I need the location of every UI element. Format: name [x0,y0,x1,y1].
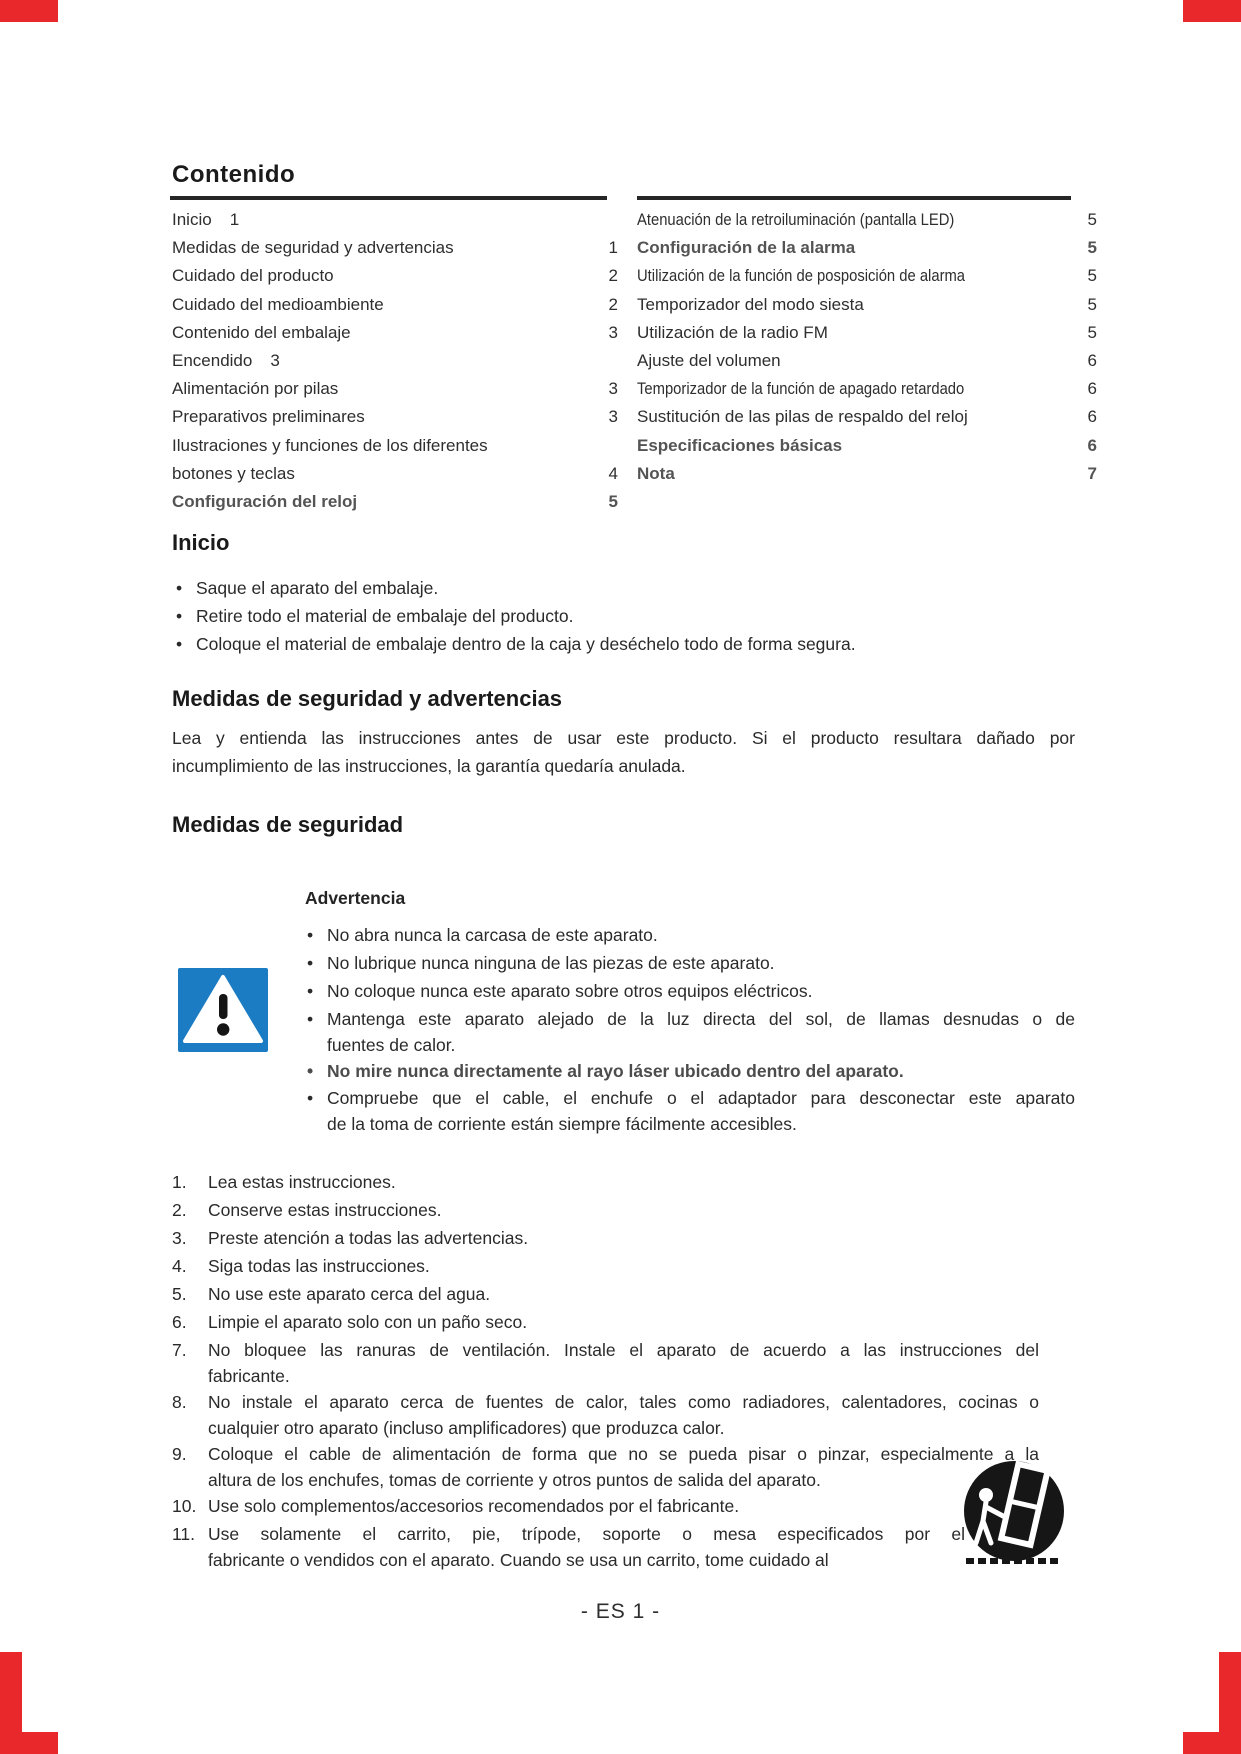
bullet-item [305,1007,1075,1058]
toc-item-label: Preparativos preliminares [172,407,365,427]
list-item [172,1170,1039,1196]
toc-column-left [172,206,618,516]
bullet-line: • Mantenga este aparato alejado de la luz directa del sol, de llamas desnudas o de [327,1009,1075,1029]
corner-mark-top-right [1183,0,1241,22]
toc-item-page: 5 [1087,266,1097,286]
toc-item-page: 1 [229,210,240,229]
toc-row [172,488,618,516]
toc-item-page: 6 [1087,379,1097,399]
bullet-line: de la toma de corriente están siempre fácilmente accesibles. [327,1113,797,1134]
toc-item-page: 5 [1087,294,1097,314]
item-line: Conserve estas instrucciones. [208,1200,442,1220]
toc-item-label: botones y teclas [172,463,295,483]
item-number: 7. [172,1340,187,1360]
toc-item-page: 2 [608,266,618,286]
item-line: Use solo complementos/accesorios recomendados por el fabricante. [208,1496,740,1516]
bullet-item [305,951,1075,977]
toc-row [637,432,1097,460]
page-footer: - ES 1 - [580,1600,661,1623]
section-title-medidas-seguridad: Medidas de seguridad [172,812,404,837]
toc-item-page: 3 [608,407,618,427]
toc-item-label: Cuidado del medioambiente [172,294,384,314]
toc-row [637,234,1097,262]
toc-row [172,347,590,375]
toc-row [637,460,1097,488]
toc-title: Contenido [172,161,296,188]
toc-item-page: 5 [1087,238,1097,258]
item-line: No use este aparato cerca del agua. [208,1284,491,1304]
toc-item-page: 5 [1087,322,1097,342]
bullet-line: • No mire nunca directamente al rayo láser ubicado dentro del aparato. [327,1061,904,1081]
toc-row [172,460,618,488]
bullet-line: • No coloque nunca este aparato sobre otros equipos eléctricos. [327,981,813,1001]
toc-item-label: Temporizador de la función de apagado retardado [637,379,965,399]
item-number: 9. [172,1444,187,1464]
toc-item-label: Configuración de la alarma [637,238,856,258]
item-number: 10. [172,1496,197,1516]
paragraph-line: incumplimiento de las instrucciones, la garantía quedaría anulada. [172,756,686,776]
warning-label: Advertencia [305,888,406,908]
item-line: Use solamente el carrito, pie, trípode, soporte o mesa especificados por el [208,1524,965,1544]
toc-item-page: 6 [1087,351,1097,371]
corner-mark-bottom-left [0,1652,22,1754]
toc-item-page: 4 [608,463,618,483]
toc-item-page: 6 [1087,407,1097,427]
list-item [172,1390,1039,1442]
bullet-item: • Retire todo el material de embalaje del producto. [174,603,573,629]
paragraph-line: Lea y entienda las instrucciones antes de usar este producto. Si el producto resultara dañado por [172,728,1075,748]
toc-item-label: Utilización de la radio FM [637,322,828,342]
toc-right-column-rule [637,196,1071,200]
toc-item-label: Nota [637,463,675,483]
toc-item-label: Inicio [172,210,212,229]
bullet-item [305,1059,1075,1085]
toc-item-page: 3 [270,351,280,371]
toc-row [172,403,618,431]
toc-row [172,375,618,403]
item-line: cualquier otro aparato (incluso amplificadores) que produzca calor. [208,1417,725,1438]
bullet-item [305,923,1075,949]
toc-item-page: 3 [608,379,618,399]
list-item [172,1282,1039,1308]
toc-item-page: 2 [608,294,618,314]
item-line: Limpie el aparato solo con un paño seco. [208,1312,528,1332]
item-number: 1. [172,1172,187,1192]
toc-item-label: Ilustraciones y funciones de los diferentes [172,435,488,455]
item-line: fabricante. [208,1365,290,1386]
bullet-line: • No abra nunca la carcasa de este aparato. [327,925,658,945]
cart-tipping-warning-icon [956,1461,1072,1569]
item-number: 8. [172,1392,187,1412]
bullet-line: fuentes de calor. [327,1034,456,1055]
toc-item-label: Atenuación de la retroiluminación (pantalla LED) [637,210,955,229]
advertencias-paragraph [172,724,1075,780]
item-number: 3. [172,1228,187,1248]
toc-row [637,403,1097,431]
list-item [172,1442,1039,1494]
toc-row [637,206,1097,234]
item-line: Coloque el cable de alimentación de forma que no se pueda pisar o pinzar, especialmente a la [208,1444,1039,1464]
toc-item-page: 3 [608,322,618,342]
toc-column-right [637,206,1097,488]
item-line: No bloquee las ranuras de ventilación. Instale el aparato de acuerdo a las instrucciones del [208,1340,1039,1360]
section-title-inicio: Inicio [172,530,230,555]
toc-row [172,432,590,460]
list-item [172,1310,1039,1336]
toc-row [172,262,618,290]
item-number: 2. [172,1200,187,1220]
toc-row [172,206,590,234]
bullet-item [305,1086,1075,1137]
corner-mark-bottom-right [1219,1652,1241,1754]
toc-row [172,291,618,319]
item-line: fabricante o vendidos con el aparato. Cuando se usa un carrito, tome cuidado al [208,1549,829,1570]
bullet-item: • Saque el aparato del embalaje. [174,575,438,601]
toc-item-page: 1 [608,238,618,258]
list-item [172,1198,1039,1224]
list-item [172,1254,1039,1280]
item-number: 4. [172,1256,187,1276]
toc-item-label: Medidas de seguridad y advertencias [172,238,454,258]
toc-item-label: Ajuste del volumen [637,351,781,371]
bullet-line: • Compruebe que el cable, el enchufe o el adaptador para desconectar este aparato [327,1088,1075,1108]
toc-item-label: Especificaciones básicas [637,435,843,455]
list-item [172,1522,1039,1574]
toc-item-label: Contenido del embalaje [172,322,351,342]
item-number: 5. [172,1284,187,1304]
toc-item-label: Cuidado del producto [172,266,334,286]
toc-item-label: Alimentación por pilas [172,379,339,399]
corner-mark-top-left [0,0,58,22]
toc-row [637,262,1097,290]
list-item [172,1226,1039,1252]
toc-title-underline [170,196,607,200]
toc-item-label: Temporizador del modo siesta [637,294,864,314]
toc-row [637,347,1097,375]
item-number: 6. [172,1312,187,1332]
toc-item-label: Sustitución de las pilas de respaldo del reloj [637,407,968,427]
toc-item-page: 5 [1087,210,1097,229]
item-line: No instale el aparato cerca de fuentes de calor, tales como radiadores, calentadores, cocinas o [208,1392,1039,1412]
warning-triangle-icon [178,968,268,1052]
item-line: Siga todas las instrucciones. [208,1256,430,1276]
item-number: 11. [172,1524,196,1544]
item-line: Lea estas instrucciones. [208,1172,396,1192]
toc-item-page: 6 [1087,435,1097,455]
list-item [172,1494,1039,1520]
toc-row [637,319,1097,347]
bullet-line: • No lubrique nunca ninguna de las piezas de este aparato. [327,953,775,973]
toc-row [637,375,1097,403]
bullet-item [305,979,1075,1005]
toc-item-page: 7 [1087,463,1097,483]
toc-row [172,319,618,347]
toc-item-page: 5 [608,492,618,512]
item-line: altura de los enchufes, tomas de corriente y otros puntos de salida del aparato. [208,1469,821,1490]
bullet-item: • Coloque el material de embalaje dentro de la caja y deséchelo todo de forma segura. [174,631,856,657]
section-title-medidas-advertencias: Medidas de seguridad y advertencias [172,686,563,711]
toc-item-label: Encendido [172,351,253,371]
list-item [172,1338,1039,1390]
toc-item-label: Configuración del reloj [172,492,358,512]
toc-item-label: Utilización de la función de posposición de alarma [637,266,966,286]
toc-row [172,234,618,262]
toc-row [637,291,1097,319]
item-line: Preste atención a todas las advertencias. [208,1228,529,1248]
